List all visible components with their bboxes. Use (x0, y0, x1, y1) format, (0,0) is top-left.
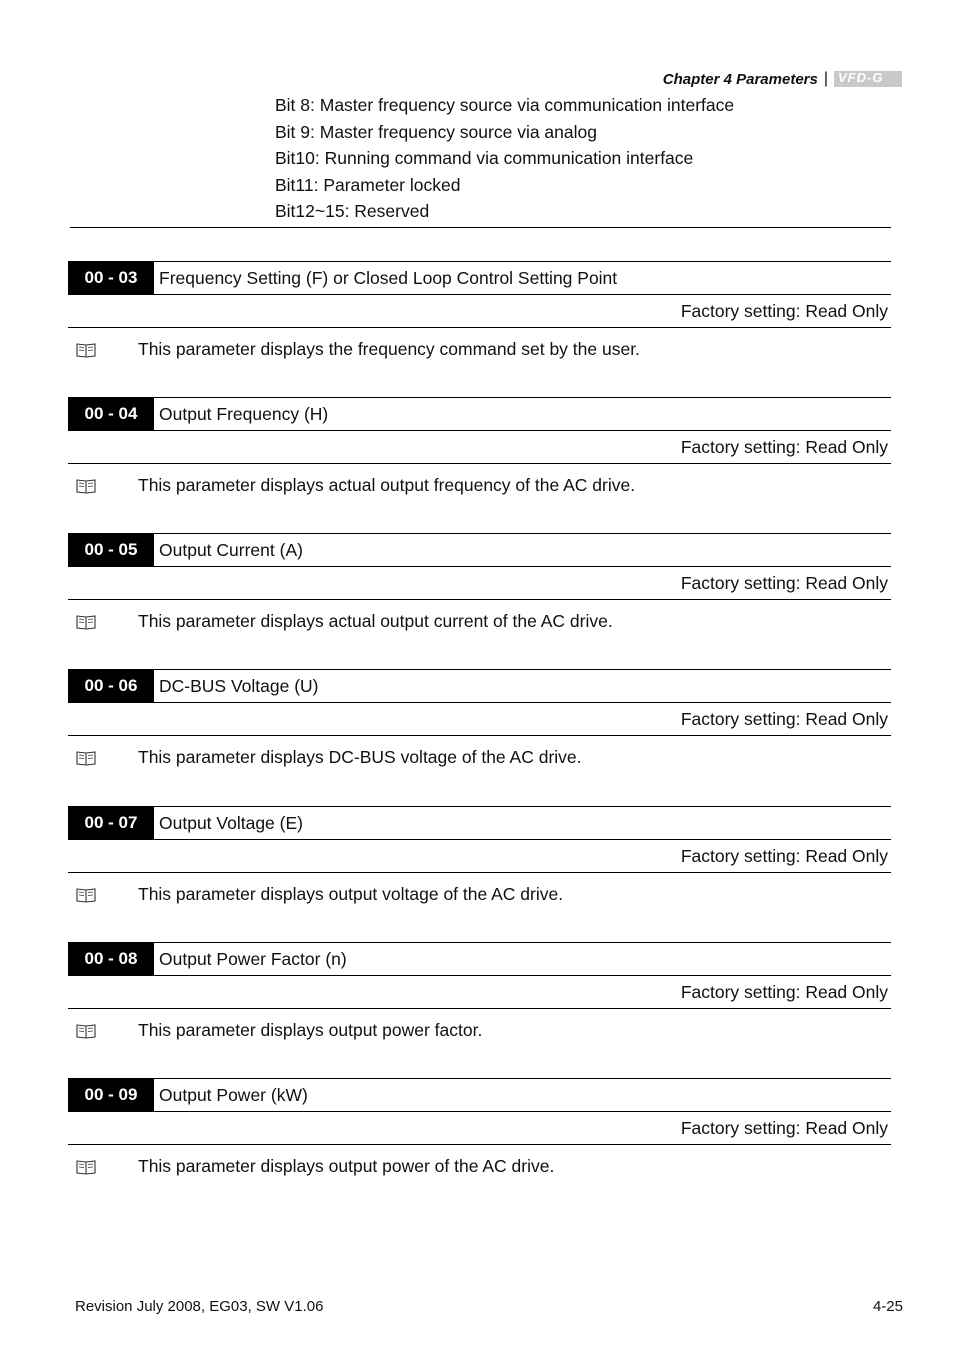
param-header (68, 397, 891, 431)
factory-setting: Factory setting: Read Only (68, 840, 891, 873)
vfd-logo (834, 71, 902, 87)
book-icon (68, 478, 138, 494)
chapter-title: Chapter 4 Parameters (662, 70, 818, 88)
param-code: 00 - 03 (68, 262, 154, 294)
param-code: 00 - 04 (68, 398, 154, 430)
param-title: Output Frequency (H) (159, 403, 329, 424)
book-icon (68, 1023, 138, 1039)
header-separator: | (823, 70, 828, 87)
param-code: 00 - 06 (68, 670, 154, 702)
param-header (68, 942, 891, 976)
param-header (68, 806, 891, 840)
book-icon (68, 1159, 138, 1175)
divider (70, 227, 891, 228)
factory-setting: Factory setting: Read Only (68, 567, 891, 600)
book-icon (68, 887, 138, 903)
param-block (68, 942, 891, 1041)
param-block (68, 1078, 891, 1177)
param-code: 00 - 05 (68, 534, 154, 566)
page-footer (75, 1298, 903, 1315)
bit-item: Bit10: Running command via communication interface (275, 148, 694, 168)
param-title: Frequency Setting (F) or Closed Loop Control Setting Point (159, 267, 618, 288)
logo-text: VFD-G (838, 70, 884, 85)
param-block (68, 261, 891, 360)
param-title: Output Voltage (E) (159, 812, 303, 833)
param-description (68, 1156, 891, 1177)
bit-item: Bit 8: Master frequency source via communication interface (275, 95, 735, 115)
param-description (68, 1020, 891, 1041)
description-text: This parameter displays output power of the AC drive. (138, 1156, 555, 1176)
book-icon (68, 750, 138, 766)
param-description (68, 884, 891, 905)
param-code: 00 - 08 (68, 943, 154, 975)
param-description (68, 475, 891, 496)
factory-setting: Factory setting: Read Only (68, 1112, 891, 1145)
factory-setting: Factory setting: Read Only (68, 295, 891, 328)
param-title: Output Power Factor (n) (159, 948, 347, 969)
bit-item: Bit11: Parameter locked (275, 174, 461, 195)
param-description (68, 747, 891, 768)
description-text: This parameter displays actual output current of the AC drive. (138, 611, 613, 631)
revision-text: Revision July 2008, EG03, SW V1.06 (75, 1298, 324, 1315)
description-text: This parameter displays DC-BUS voltage of the AC drive. (138, 747, 582, 767)
param-title: DC-BUS Voltage (U) (159, 675, 319, 696)
page-header (663, 70, 902, 88)
book-icon (68, 342, 138, 358)
book-icon (68, 614, 138, 630)
param-description (68, 611, 891, 632)
param-description (68, 339, 891, 360)
param-title: Output Current (A) (159, 539, 303, 560)
factory-setting: Factory setting: Read Only (68, 976, 891, 1009)
bit-item: Bit 9: Master frequency source via analog (275, 121, 597, 142)
param-header (68, 1078, 891, 1112)
param-block (68, 669, 891, 768)
param-header (68, 533, 891, 567)
description-text: This parameter displays the frequency command set by the user. (138, 339, 640, 359)
param-header (68, 261, 891, 295)
description-text: This parameter displays actual output frequency of the AC drive. (138, 475, 636, 495)
bit-item: Bit12~15: Reserved (275, 201, 430, 221)
factory-setting: Factory setting: Read Only (68, 431, 891, 464)
description-text: This parameter displays output voltage of the AC drive. (138, 884, 564, 904)
factory-setting: Factory setting: Read Only (68, 703, 891, 736)
param-block (68, 533, 891, 632)
description-text: This parameter displays output power factor. (138, 1020, 483, 1040)
page-number: 4-25 (872, 1298, 903, 1315)
param-block (68, 806, 891, 905)
param-block (68, 397, 891, 496)
param-code: 00 - 09 (68, 1079, 154, 1111)
bit-list (275, 92, 734, 225)
param-title: Output Power (kW) (159, 1084, 308, 1105)
param-header (68, 669, 891, 703)
param-code: 00 - 07 (68, 807, 154, 839)
